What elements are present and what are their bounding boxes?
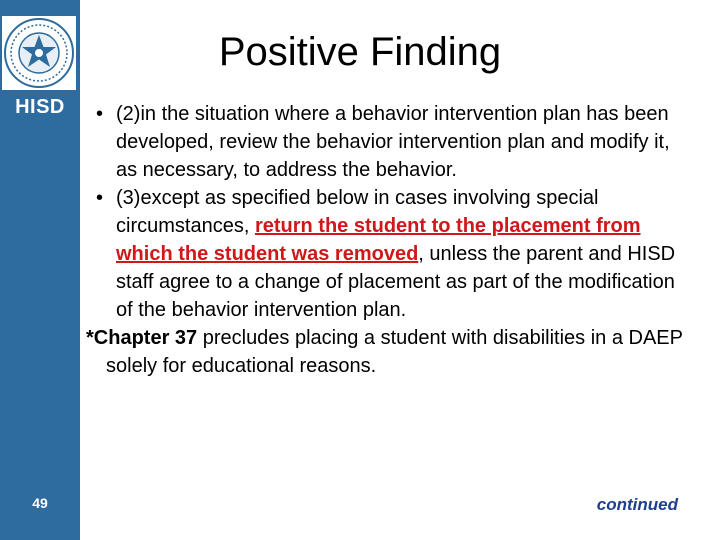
bullet-text-start: (3)except as specified below in cases involving special circumstances, (116, 187, 599, 237)
note-text: precludes placing a student with disabilities in a DAEP solely for educational reasons. (106, 327, 683, 377)
district-seal (2, 16, 76, 90)
sidebar (0, 0, 80, 540)
slide-body (86, 100, 696, 380)
note-label: *Chapter 37 (86, 327, 198, 349)
slide-title: Positive Finding (218, 30, 502, 74)
page-number: 49 (32, 495, 48, 511)
continued-label: continued (596, 495, 678, 514)
hisd-seal-star-icon (2, 16, 76, 90)
bullet-text: (2)in the situation where a behavior intervention plan has been developed, review the behavior intervention plan and modify it, as necessary, to address the behavior. (116, 103, 670, 181)
bullet-item (96, 100, 696, 184)
bullet-text-end: , unless the parent and HISD staff agree to a change of placement as part of the modification of the behavior intervention plan. (116, 243, 676, 321)
emphasized-text: return the student to the placement from which the student was removed (116, 215, 641, 265)
bullet-marker: • (96, 187, 104, 209)
bullet-marker: • (96, 103, 104, 125)
bullet-item (96, 184, 696, 324)
brand-label: HISD (15, 96, 65, 118)
chapter-note (86, 324, 696, 380)
